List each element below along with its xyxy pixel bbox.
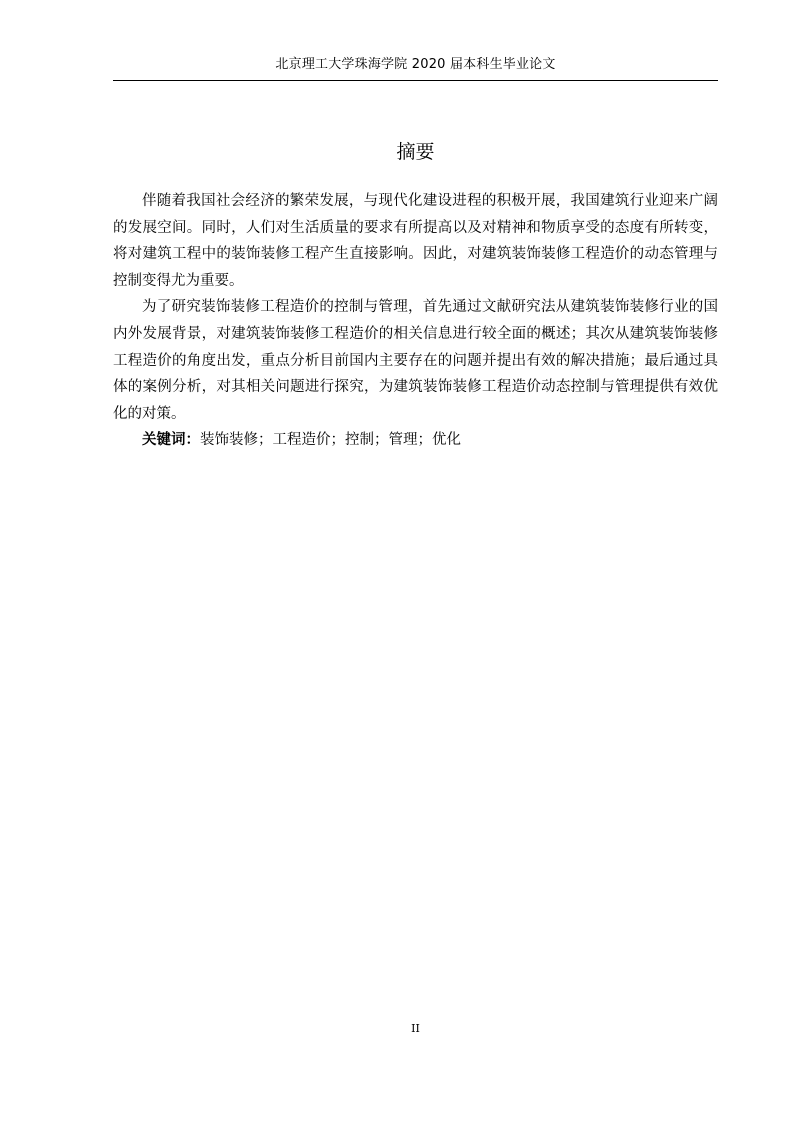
keywords-line: [113, 427, 718, 454]
page-number: II: [411, 1022, 420, 1035]
abstract-title: 摘要: [396, 141, 435, 163]
running-header: 北京理工大学珠海学院 2020 届本科生毕业论文: [275, 57, 556, 72]
keywords-label: 关键词：: [142, 432, 200, 449]
abstract-paragraph: 伴随着我国社会经济的繁荣发展，与现代化建设进程的积极开展，我国建筑行业迎来广阔的发展空间。同时，人们对生活质量的要求有所提高以及对精神和物质享受的态度有所转变，将对建筑工程中的装饰装修工程产生直接影响。因此，对建筑装饰装修工程造价的动态管理与控制变得尤为重要。: [113, 193, 718, 289]
abstract-paragraph: 为了研究装饰装修工程造价的控制与管理，首先通过文献研究法从建筑装饰装修行业的国内外发展背景，对建筑装饰装修工程造价的相关信息进行较全面的概述；其次从建筑装饰装修工程造价的角度出发，重点分析目前国内主要存在的问题并提出有效的解决措施；最后通过具体的案例分析，对其相关问题进行探究，为建筑装饰装修工程造价动态控制与管理提供有效优化的对策。: [113, 299, 718, 422]
keywords-text: 装饰装修；工程造价；控制；管理；优化: [200, 432, 461, 449]
header-rule: [113, 80, 718, 81]
abstract-body: [113, 188, 718, 454]
